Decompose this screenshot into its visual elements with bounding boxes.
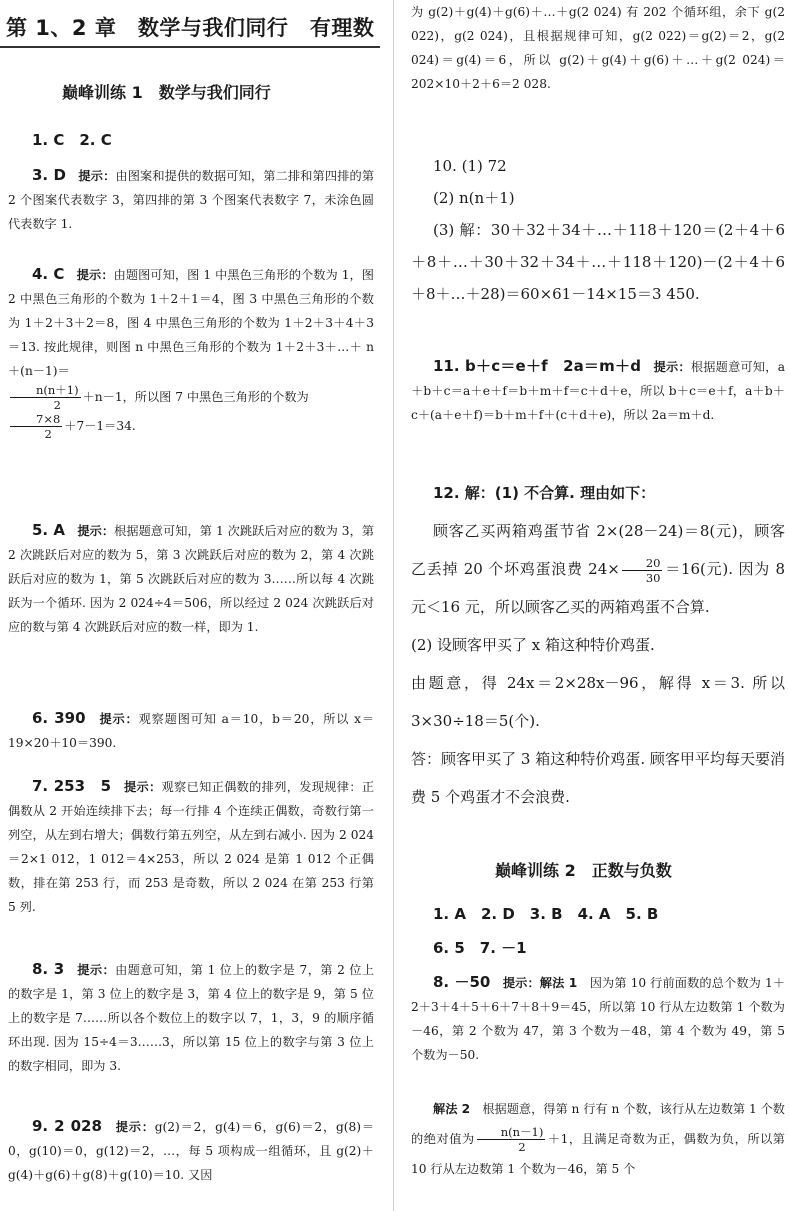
answer-q12-part1: 顾客乙买两箱鸡蛋节省 2×(28－24)＝8(元)，顾客乙丢掉 20 个坏鸡蛋浪费 24× $\frac{20}{30}$ ＝16(元). 因为 8 元＜16 元，所以顾客乙买的两箱鸡蛋不合算. (2) 设顾客甲买了 x 箱这种特价鸡蛋. 由题意，得 24x＝2×28x－96，解得 x＝3. 所以 3×30÷18＝5(个). 答：顾客甲买了 3 箱这种特价鸡蛋. 顾客甲平均每天要消费 5 个鸡蛋才不会浪费. <box>411 522 785 806</box>
answer-q7: 7. 253 5 提示：观察已知正偶数的排列，发现规律：正偶数从 2 开始连续排下去；每一行排 4 个连续正偶数，奇数行第一列空，从左到右增大；偶数行第五列空，从左到右减小. 因为 2 024＝2×1 012，1 012＝4×253，所以 2 024 是第 1 012 个正偶数，排在第 253 行，而 253 是奇数，所以 2 024 在第 253 行第 5 列. <box>8 777 375 914</box>
answer-s2-q6-q7: 6. 5 7. －1 <box>433 939 527 957</box>
answer-s2-q1-q5: 1. A 2. D 3. B 4. A 5. B <box>433 905 659 923</box>
answer-q9-continued: 为 g(2)＋g(4)＋g(6)＋…＋g(2 024) 有 202 个循环组，余下 g(2 022)，g(2 024)，且根据规律可知，g(2 022)＝g(2)＝2，g(2 024)＝g(4)＝6，所以 g(2)＋g(4)＋g(6)＋…＋g(2 024)＝202×10＋2＋6＝2 028. <box>411 5 785 91</box>
fraction-20-30: $\frac{20}{30}$ <box>622 556 663 585</box>
fraction-n-n-minus-1: $\frac{n(n-1)}{2}$ <box>477 1125 546 1154</box>
answer-q12-head: 12. 解：(1) 不合算. 理由如下： <box>433 484 656 502</box>
answer-q10-2: (2) n(n＋1) <box>433 189 515 207</box>
answer-q9: 9. 2 028 提示：g(2)＝2，g(4)＝6，g(6)＝2，g(8)＝0，g(10)＝0，g(12)＝2，…，每 5 项构成一组循环，且 g(2)＋g(4)＋g(6)＋g(8)＋g(10)＝10. 又因 <box>8 1117 375 1182</box>
answer-q3: 3. D 提示：由图案和提供的数据可知，第二排和第四排的第 2 个图案代表数字 3，第四排的第 3 个图案代表数字 7，未涂色圆代表数字 1. <box>8 166 375 231</box>
answer-q1-q2: 1. C 2. C <box>32 131 112 149</box>
chapter-title: 第 1、2 章 数学与我们同行 有理数 <box>6 16 375 40</box>
answer-s2-q8-method2: 解法 2 根据题意，得第 n 行有 n 个数，该行从左边数第 1 个数的绝对值为 $\frac{n(n-1)}{2}$ ＋1，且满足奇数为正，偶数为负，所以第 10 行从左边数第 1 个数为－46，第 5 个 <box>411 1102 785 1176</box>
answer-q5: 5. A 提示：根据题意可知，第 1 次跳跃后对应的数为 3，第 2 次跳跃后对应的数为 5，第 3 次跳跃后对应的数为 2，第 4 次跳跃后对应的数为 1，第 5 次跳跃后对应的数为 3……所以每 4 次跳跃为一个循环. 因为 2 024÷4＝506，所以经过 2 024 次跳跃后对应的数与第 4 次跳跃后对应的数一样，即为 1. <box>8 521 375 634</box>
answer-q8: 8. 3 提示：由题意可知，第 1 位上的数字是 7，第 2 位上的数字是 1，第 3 位上的数字是 3，第 4 位上的数字是 9，第 5 位上的数字是 7……所以各个数位上的数字以 7，1，3，9 的顺序循环出现. 因为 15÷4＝3……3，所以第 15 位上的数字与第 3 位上的数字相同，即为 3. <box>8 960 375 1073</box>
answer-q11: 11. b＋c＝e＋f 2a＝m＋d 提示：根据题意可知，a＋b＋c＝a＋e＋f＝b＋m＋f＝c＋d＋e，所以 b＋c＝e＋f，a＋b＋c＋(a＋e＋f)＝b＋m＋f＋(c＋d＋e)，所以 2a＝m＋d. <box>411 357 785 422</box>
chapter-rule <box>0 46 380 48</box>
column-divider <box>393 0 394 1211</box>
answer-s2-q8-method1: 8. －50 提示：解法 1 因为第 10 行前面数的总个数为 1＋2＋3＋4＋5＋6＋7＋8＋9＝45，所以第 10 行从左边数第 1 个数为－46，第 2 个数为 47，第 3 个数为－48，第 4 个数为 49，第 5 个数为－50. <box>411 973 786 1062</box>
answer-q10-1: 10. (1) 72 <box>433 157 507 175</box>
answer-q6: 6. 390 提示：观察题图可知 a＝10，b＝20，所以 x＝19×20＋10＝390. <box>8 709 375 750</box>
fraction-n-n-plus-1: $\frac{n(n+1)}{2}$ <box>10 383 81 412</box>
section-title-1: 巅峰训练 1 数学与我们同行 <box>62 83 271 102</box>
section-title-2: 巅峰训练 2 正数与负数 <box>495 861 672 880</box>
answer-q10-3: (3) 解：30＋32＋34＋…＋118＋120＝(2＋4＋6＋8＋…＋30＋32＋34＋…＋118＋120)－(2＋4＋6＋8＋…＋28)＝60×61－14×15＝3 450. <box>411 221 785 303</box>
answer-q4: 4. C 提示：由题图可知，图 1 中黑色三角形的个数为 1，图 2 中黑色三角形的个数为 1＋2＋1＝4，图 3 中黑色三角形的个数为 1＋2＋3＋2＝8，图 4 中黑色三角形的个数为 1＋2＋3＋4＋3＝13. 按此规律，则图 n 中黑色三角形的个数为 1＋2＋3＋…＋ n＋(n－1)＝ $\frac{n(n+1)}{2}$ ＋n－1，所以图 7 中黑色三角形的个数为 $\frac{7\times 8}{2}$ ＋7－1＝34. <box>8 265 374 441</box>
fraction-7x8: $\frac{7\times 8}{2}$ <box>10 412 62 441</box>
